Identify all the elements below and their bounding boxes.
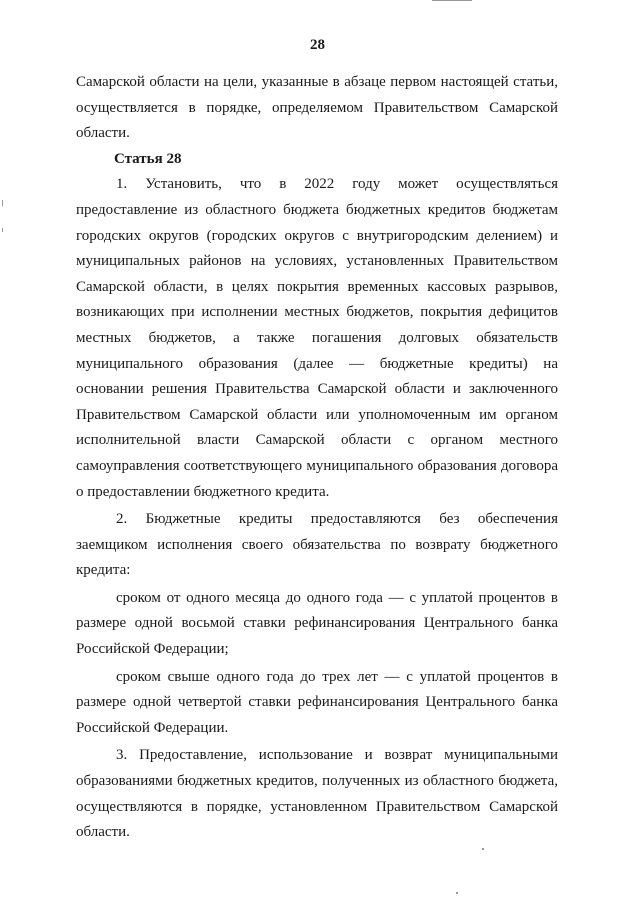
scan-artifact-left (2, 200, 3, 206)
scan-artifact-left (2, 228, 3, 232)
scan-artifact-dot (456, 892, 458, 894)
document-body (76, 70, 558, 846)
scan-artifact-top (432, 0, 472, 1)
paragraph-1: 1. Установить, что в 2022 году может осуществляться предоставление из областного бюджета бюджетных кредитов бюджетам городских округов (городских округов с внутригородским делением) и муниципальных районов на условиях, установленных Правительством Самарской области, в целях покрытия временных кассовых разрывов, возникающих при исполнении местных бюджетов, покрытия дефицитов местных бюджетов, а также погашения долговых обязательств муниципального образования (далее — бюджетные кредиты) на основании решения Правительства Самарской области и заключенного Правительством Самарской области или уполномоченным им органом исполнительной власти Самарской области с органом местного самоуправления соответствующего муниципального образования договора о предоставлении бюджетного кредита. (76, 176, 558, 500)
paragraph-2: 2. Бюджетные кредиты предоставляются без обеспечения заемщиком исполнения своего обязательства по возврату бюджетного кредита: (76, 511, 558, 579)
paragraph-intro: Самарской области на цели, указанные в абзаце первом настоящей статьи, осуществляется в порядке, определяемом Правительством Самарской области. (76, 74, 558, 142)
paragraph-2a: сроком от одного месяца до одного года — с уплатой процентов в размере одной восьмой ставки рефинансирования Центрального банка Российской Федерации; (76, 589, 558, 658)
paragraph-3: 3. Предоставление, использование и возврат муниципальными образованиями бюджетных кредитов, полученных из областного бюджета, осуществляются в порядке, установленном Правительством Самарской области. (76, 747, 558, 841)
scan-artifact-dot (482, 848, 484, 850)
page-number: 28 (310, 37, 325, 53)
paragraph-2b: сроком свыше одного года до трех лет — с уплатой процентов в размере одной четвертой ставки рефинансирования Центрального банка Российской Федерации. (76, 668, 558, 736)
article-heading: Статья 28 (114, 150, 182, 167)
